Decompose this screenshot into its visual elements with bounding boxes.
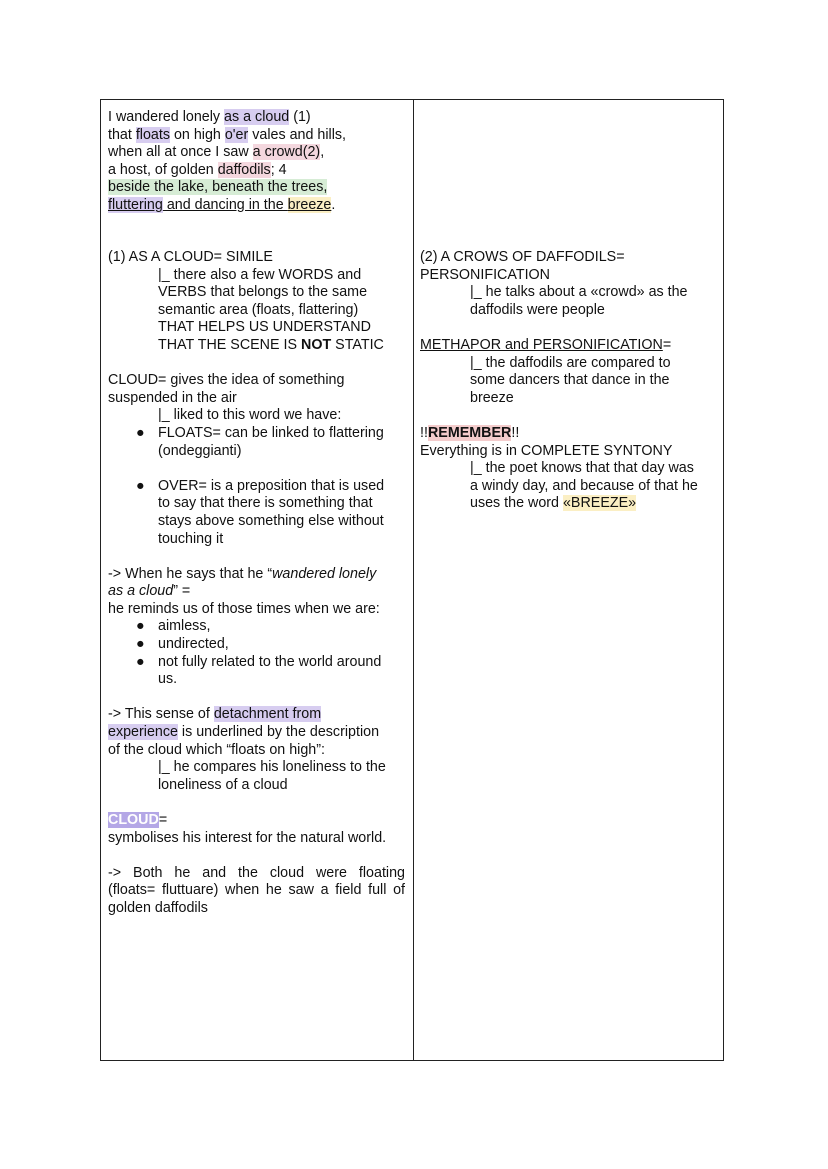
- list-item-not-related: ● not fully related to the world around: [136, 653, 382, 670]
- highlight-detachment: detachment from: [213, 706, 322, 723]
- both-line-2: (floats= fluttuare) when he saw a field full of: [108, 882, 405, 899]
- poem-line-4: a host, of golden daffodils; 4: [108, 161, 287, 178]
- poem-line-2: that floats on high o'er vales and hills,: [108, 126, 347, 143]
- highlight-fluttering: fluttering: [108, 196, 163, 213]
- bullet-icon: ●: [136, 653, 145, 670]
- highlight-cloud: CLOUD: [108, 812, 159, 828]
- cloud-definition: CLOUD= gives the idea of something: [108, 372, 345, 389]
- list-item-floats: ● FLOATS= can be linked to flattering: [136, 424, 384, 441]
- highlight-beside-lake: beside the lake, beneath the trees,: [108, 179, 328, 196]
- poem-excerpt: [108, 109, 346, 215]
- list-item-over: ● OVER= is a preposition that is used: [136, 477, 385, 494]
- highlight-floats: floats: [135, 126, 170, 143]
- notes-table: [100, 99, 724, 1061]
- poem-line-5: [108, 179, 346, 197]
- static-line: THAT THE SCENE IS NOT STATIC: [158, 336, 384, 353]
- poem-line-6: fluttering and dancing in the breeze.: [108, 196, 336, 213]
- bullet-icon: ●: [136, 424, 145, 441]
- highlight-daffodils: daffodils: [217, 161, 271, 178]
- left-notes: (1) AS A CLOUD= SIMILE |_ there also a few WORDS and VERBS that belongs to the same semantic area (floats, flattering) THAT HELPS US UNDERSTAND THAT THE SCENE IS NOT STATIC CLOUD= gives the idea of something suspended in the air |_ liked to this word we have: ● FLOATS= can be linked to flattering (ondeggianti) ● OVER= is a preposition that is used to say that there is something that stays above something else without touching it -> When he says that he “wandered lonely as a cloud” = he reminds us of those times when we are: ● aimless, ● undirected, ● not fully related to the world around us. -> This sense of detachment from experience is underlined by the description of the cloud which “floats on high”: |_ he compares his loneliness to the loneliness of a cloud CLOUD= symbolises his interest for the natural world. -> Both he and the cloud were floating (floats= fluttuare) when he saw a field full of golden daffodils: [108, 249, 405, 916]
- bullet-icon: ●: [136, 636, 145, 653]
- poem-line-3: when all at once I saw a crowd(2),: [108, 144, 325, 161]
- simile-title: (1) AS A CLOUD= SIMILE: [108, 249, 273, 265]
- bullet-icon: ●: [136, 477, 145, 494]
- metaphor-title: METHAPOR and PERSONIFICATION=: [420, 336, 672, 353]
- crows-title: (2) A CROWS OF DAFFODILS=: [420, 249, 625, 265]
- highlight-a-crowd: a crowd(2): [252, 144, 321, 161]
- highlight-remember: REMEMBER: [427, 424, 512, 441]
- list-item-aimless: ● aimless,: [136, 618, 211, 635]
- detachment-line: -> This sense of detachment from: [108, 706, 322, 723]
- both-line-1: -> Both he and the cloud were floating: [108, 864, 405, 881]
- highlight-as-a-cloud: as a cloud: [224, 109, 290, 125]
- highlight-breeze-word: «BREEZE»: [562, 495, 637, 512]
- bullet-icon: ●: [136, 618, 145, 635]
- highlight-oer: o'er: [224, 126, 249, 143]
- column-divider: [413, 100, 414, 1060]
- poem-line-1: I wandered lonely as a cloud (1): [108, 109, 311, 125]
- highlight-breeze: breeze: [287, 196, 332, 213]
- list-item-undirected: ● undirected,: [136, 636, 229, 653]
- remember-heading: !!REMEMBER!!: [420, 424, 520, 441]
- when-line: -> When he says that he “wandered lonely: [108, 565, 377, 582]
- right-notes: (2) A CROWS OF DAFFODILS= PERSONIFICATION |_ he talks about a «crowd» as the daffodils were people METHAPOR and PERSONIFICATION= |_ the daffodils are compared to some dancers that dance in the breeze !!REMEMBER!! Everything is in COMPLETE SYNTONY |_ the poet knows that that day was a windy day, and because of that he uses the word «BREEZE»: [420, 249, 698, 512]
- cloud-heading: CLOUD=: [108, 812, 168, 828]
